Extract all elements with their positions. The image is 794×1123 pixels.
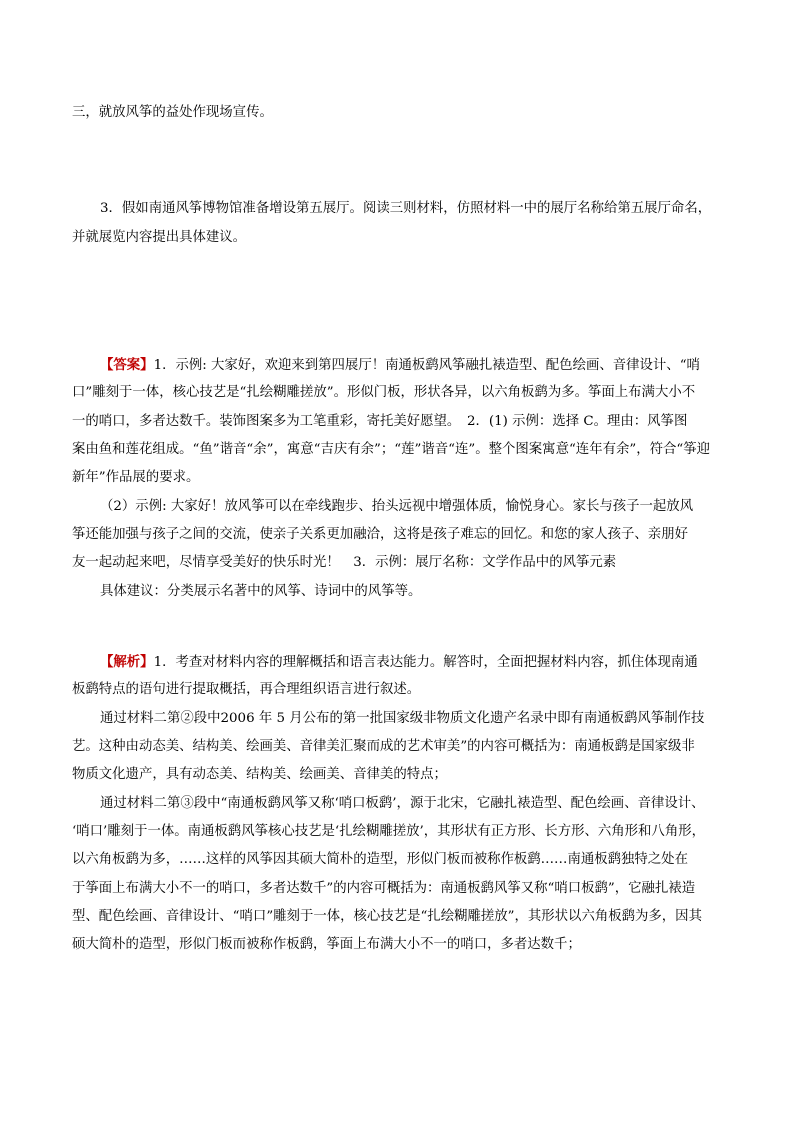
question-3-line-1: 3．假如南通风筝博物馆准备增设第五展厅。阅读三则材料，仿照材料一中的展厅名称给第五展厅命名， xyxy=(100,201,712,216)
analysis-tag: 【解析】 xyxy=(100,654,154,670)
analysis-line-1 xyxy=(100,652,698,673)
analysis-text: 1．考查对材料内容的理解概括和语言表达能力。解答时，全面把握材料内容，抓住体现南通 xyxy=(153,655,698,670)
analysis-line-3: 通过材料二第②段中2006 年 5 月公布的第一批国家级非物质文化遗产名录中即有南通板鹞风筝制作技 xyxy=(100,711,705,726)
answer-line-9: 具体建议：分类展示名著中的风筝、诗词中的风筝等。 xyxy=(100,584,422,599)
answer-text: 1．示例: 大家好，欢迎来到第四展厅！南通板鹞风筝融扎裱造型、配色绘画、音律设计、“哨 xyxy=(153,358,700,373)
analysis-line-7: ‘哨口’雕刻于一体。南通板鹞风筝核心技艺是‘扎绘糊雕搓放’，其形状有正方形、长方形、六角形和八角形， xyxy=(72,824,705,839)
answer-line-3: 一的哨口，多者达数千。装饰图案多为工笔重彩，寄托美好愿望。 2．(1) 示例：选择 C。理由：风筝图 xyxy=(72,414,688,429)
answer-line-5: 新年”作品展的要求。 xyxy=(72,470,200,485)
question-3-line-2: 并就展览内容提出具体建议。 xyxy=(72,230,247,245)
analysis-line-2: 板鹞特点的语句进行提取概括，再合理组织语言进行叙述。 xyxy=(72,682,421,697)
answer-line-1 xyxy=(100,355,700,376)
analysis-line-9: 于筝面上布满大小不一的哨口，多者达数千”的内容可概括为：南通板鹞风筝又称“哨口板鹞”，它融扎裱造 xyxy=(72,881,696,896)
analysis-line-10: 型、配色绘画、音律设计、“哨口”雕刻于一体，核心技艺是“扎绘糊雕搓放”，其形状以六角板鹞为多，因其 xyxy=(72,909,702,924)
answer-line-8: 友一起动起来吧，尽情享受美好的快乐时光！ 3．示例：展厅名称：文学作品中的风筝元素 xyxy=(72,555,617,570)
answer-line-4: 案由鱼和莲花组成。“鱼”谐音“余”，寓意“吉庆有余”；“莲”谐音“连”。整个图案寓意“连年有余”，符合“筝迎 xyxy=(72,442,711,457)
answer-line-7: 筝还能加强与孩子之间的交流，使亲子关系更加融洽，这将是孩子难忘的回忆。和您的家人孩子、亲朋好 xyxy=(72,527,688,542)
analysis-line-11: 硕大简朴的造型，形似门板而被称作板鹞，筝面上布满大小不一的哨口，多者达数千； xyxy=(72,937,581,952)
intro-text: 三，就放风筝的益处作现场宣传。 xyxy=(72,105,273,120)
analysis-line-5: 物质文化遗产，具有动态美、结构美、绘画美、音律美的特点； xyxy=(72,767,447,782)
answer-line-2: 口”雕刻于一体，核心技艺是“扎绘糊雕搓放”。形似门板，形状各异，以六角板鹞为多。筝面上布满大小不 xyxy=(72,385,696,400)
analysis-line-4: 艺。这种由动态美、结构美、绘画美、音律美汇聚而成的艺术审美”的内容可概括为：南通板鹞是国家级非 xyxy=(72,739,695,754)
answer-tag: 【答案】 xyxy=(100,357,154,373)
analysis-line-8: 以六角板鹞为多，……这样的风筝因其硕大简朴的造型，形似门板而被称作板鹞……南通板鹞独特之处在 xyxy=(72,852,688,867)
analysis-line-6: 通过材料二第③段中“南通板鹞风筝又称‘哨口板鹞’，源于北宋，它融扎裱造型、配色绘画、音律设计、 xyxy=(100,796,705,811)
answer-line-6: （2）示例: 大家好！放风筝可以在牵线跑步、抬头远视中增强体质，愉悦身心。家长与孩子一起放风 xyxy=(100,499,694,514)
